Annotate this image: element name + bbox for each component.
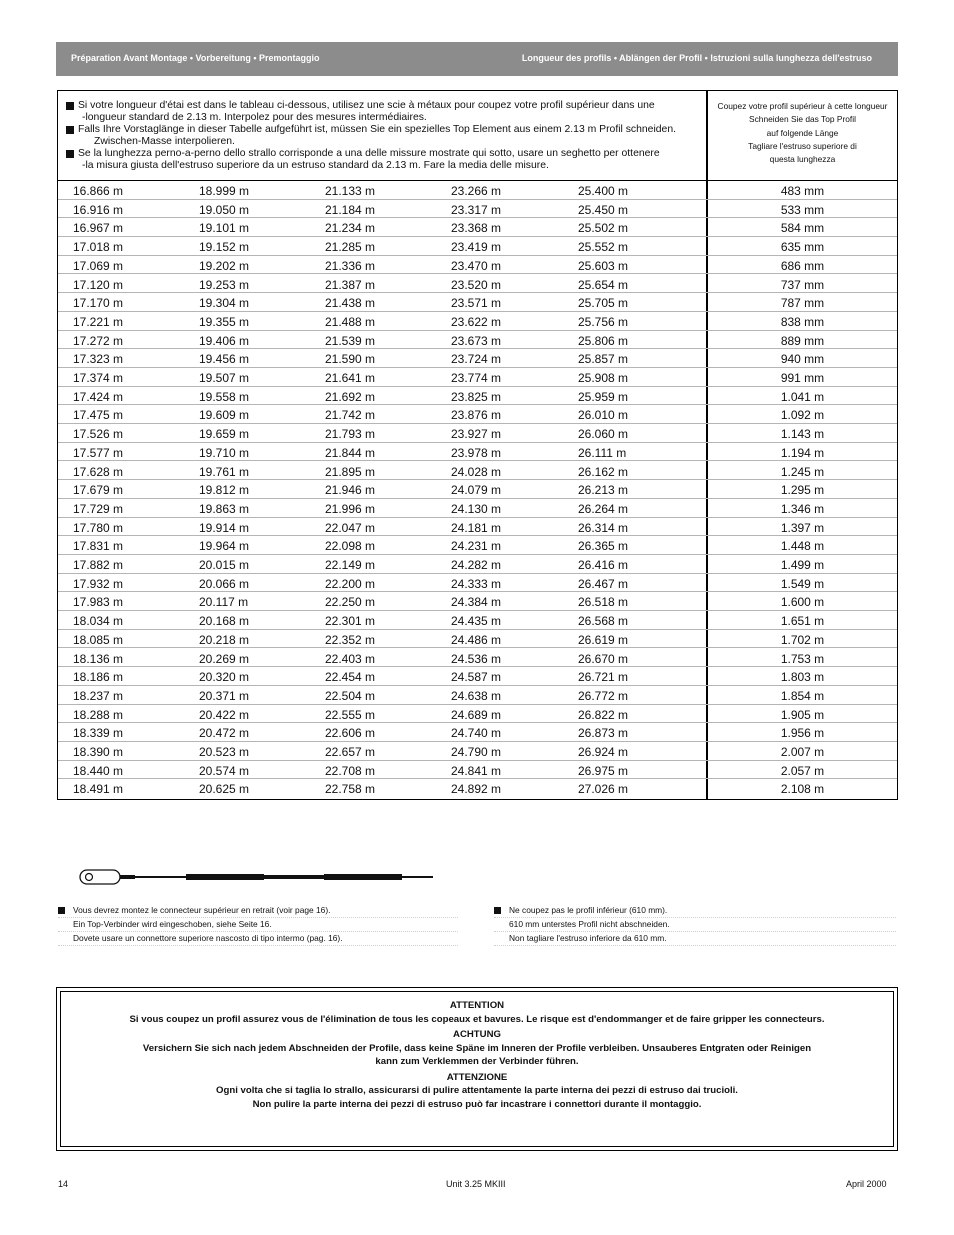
stay-length-cell: 26.619 m: [578, 632, 629, 647]
stay-length-cell: 23.927 m: [451, 427, 502, 442]
stay-length-cell: 23.724 m: [451, 352, 502, 367]
stay-length-cell: 22.606 m: [325, 726, 376, 741]
stay-length-cell: 24.587 m: [451, 670, 502, 685]
table-row: [58, 443, 897, 462]
stay-length-cell: 18.440 m: [73, 763, 124, 778]
cut-length-cell: 686 mm: [780, 258, 825, 273]
cut-length-cell: 737 mm: [780, 277, 825, 292]
stay-length-cell: 23.266 m: [451, 184, 502, 198]
cut-length-cell: 1.143 m: [780, 427, 825, 442]
stay-length-cell: 26.822 m: [578, 707, 629, 722]
stay-length-cell: 17.424 m: [73, 389, 124, 404]
stay-length-cell: 23.825 m: [451, 389, 502, 404]
attention-box-inner: [60, 991, 894, 1147]
table-row: [58, 256, 897, 275]
stay-length-cell: 17.526 m: [73, 427, 124, 442]
stay-length-cell: 19.101 m: [199, 221, 250, 236]
table-row: [58, 555, 897, 574]
cut-length-cell: 1.600 m: [780, 595, 825, 610]
stay-length-cell: 22.504 m: [325, 688, 376, 703]
stay-length-cell: 26.873 m: [578, 726, 629, 741]
cut-length-cell: 1.499 m: [780, 558, 825, 572]
stay-length-cell: 22.250 m: [325, 595, 376, 610]
stay-length-cell: 22.047 m: [325, 520, 376, 535]
table-row: [58, 649, 897, 668]
table-row: [58, 349, 897, 368]
table-row: [58, 536, 897, 555]
stay-length-cell: 21.488 m: [325, 314, 376, 329]
stay-length-cell: 22.200 m: [325, 576, 376, 591]
stay-length-cell: 22.149 m: [325, 558, 376, 572]
unit-label: Unit 3.25 MKIII: [446, 1179, 506, 1189]
stay-length-cell: 17.628 m: [73, 464, 124, 479]
stay-length-cell: 17.221 m: [73, 314, 124, 329]
cut-length-cell: 1.041 m: [780, 389, 825, 404]
stay-length-cell: 23.520 m: [451, 277, 502, 292]
table-row: [58, 518, 897, 537]
stay-length-cell: 16.916 m: [73, 202, 124, 217]
stay-length-cell: 18.999 m: [199, 184, 250, 198]
stay-length-cell: 17.120 m: [73, 277, 124, 292]
stay-length-cell: 22.454 m: [325, 670, 376, 685]
table-row: [58, 761, 897, 780]
table-row: [58, 218, 897, 237]
stay-length-cell: 24.689 m: [451, 707, 502, 722]
stay-length-cell: 19.964 m: [199, 539, 250, 554]
attention-text-de-1: Versichern Sie sich nach jedem Abschneiden der Profile, dass keine Späne im Inneren der Profile verbleiben. Unsauberes Entgraten oder Reinigen: [142, 1042, 812, 1054]
stay-length-cell: 21.590 m: [325, 352, 376, 367]
stay-length-cell: 24.028 m: [451, 464, 502, 479]
stay-length-cell: 26.518 m: [578, 595, 629, 610]
bullet-square-icon: [66, 102, 74, 110]
cut-length-cell: 1.448 m: [780, 539, 825, 554]
extrusion-gap: [264, 875, 324, 879]
stay-length-cell: 23.571 m: [451, 296, 502, 311]
cut-length-cell: 787 mm: [780, 296, 825, 311]
cut-length-cell: 1.651 m: [780, 614, 825, 629]
stay-length-cell: 19.304 m: [199, 296, 250, 311]
table-row: [58, 368, 897, 387]
table-row: [58, 611, 897, 630]
stay-length-cell: 25.603 m: [578, 258, 629, 273]
table-row: [58, 331, 897, 350]
note-bottom-extrusion: Ne coupez pas le profil inférieur (610 mm). 610 mm unterstes Profil nicht abschneiden. Non tagliare l'estruso inferiore da 610 mm.: [494, 904, 896, 946]
stay-length-cell: 17.374 m: [73, 371, 124, 385]
table-row: [58, 686, 897, 705]
table-row: [58, 705, 897, 724]
stay-length-cell: 17.018 m: [73, 240, 124, 255]
attention-text-it-2: Non pulire la parte interna dei pezzi di estruso può far incastrare i connettori durante il montaggio.: [252, 1098, 702, 1110]
stay-length-cell: 21.895 m: [325, 464, 376, 479]
stay-length-cell: 20.574 m: [199, 763, 250, 778]
table-row: [58, 462, 897, 481]
extrusion-segment-1: [186, 874, 264, 880]
stay-length-cell: 23.419 m: [451, 240, 502, 255]
cut-length-cell: 991 mm: [780, 371, 825, 385]
stay-length-cell: 17.932 m: [73, 576, 124, 591]
stay-length-cell: 21.285 m: [325, 240, 376, 255]
stay-length-cell: 18.085 m: [73, 632, 124, 647]
stay-length-cell: 19.710 m: [199, 445, 250, 460]
instruction-de: Falls Ihre Vorstaglänge in dieser Tabelle aufgeführt ist, müssen Sie ein spezielles Top Element aus einem 2.13 m Profil schneiden. Zwischen-Masse interpolieren.: [64, 124, 704, 147]
stay-length-cell: 26.467 m: [578, 576, 629, 591]
stay-length-cell: 24.790 m: [451, 745, 502, 759]
stay-length-cell: 20.472 m: [199, 726, 250, 741]
stay-length-cell: 26.670 m: [578, 651, 629, 666]
stay-length-cell: 18.186 m: [73, 670, 124, 685]
stay-length-cell: 19.812 m: [199, 483, 250, 498]
stay-length-cell: 19.253 m: [199, 277, 250, 292]
cut-length-cell: 1.854 m: [780, 688, 825, 703]
table-row: [58, 667, 897, 686]
stay-length-cell: 22.758 m: [325, 782, 376, 797]
stay-length-cell: 20.015 m: [199, 558, 250, 572]
stay-length-cell: 21.133 m: [325, 184, 376, 198]
stay-length-cell: 17.831 m: [73, 539, 124, 554]
cut-length-header: Coupez votre profil supérieur à cette longueur Schneiden Sie das Top Profil auf folgende Länge Tagliare l'estruso superiore di questa lunghezza: [717, 101, 888, 165]
stay-length-cell: 26.213 m: [578, 483, 629, 498]
stay-length-cell: 19.761 m: [199, 464, 250, 479]
table-row: [58, 480, 897, 499]
stay-length-cell: 20.066 m: [199, 576, 250, 591]
stay-length-cell: 17.577 m: [73, 445, 124, 460]
stay-length-cell: 19.456 m: [199, 352, 250, 367]
stay-length-cell: 24.231 m: [451, 539, 502, 554]
stay-length-cell: 27.026 m: [578, 782, 629, 797]
stay-length-cell: 22.352 m: [325, 632, 376, 647]
cut-length-cell: 1.702 m: [780, 632, 825, 647]
stay-length-cell: 24.130 m: [451, 501, 502, 516]
stay-length-cell: 19.050 m: [199, 202, 250, 217]
stay-length-cell: 21.692 m: [325, 389, 376, 404]
attention-title-it: ATTENZIONE: [446, 1071, 508, 1083]
stay-length-cell: 17.983 m: [73, 595, 124, 610]
stay-length-cell: 24.638 m: [451, 688, 502, 703]
stay-length-cell: 26.416 m: [578, 558, 629, 572]
stay-length-cell: 20.218 m: [199, 632, 250, 647]
stay-length-cell: 23.622 m: [451, 314, 502, 329]
stay-length-cell: 16.866 m: [73, 184, 124, 198]
bullet-square-icon: [494, 907, 501, 914]
stay-length-cell: 18.339 m: [73, 726, 124, 741]
stay-length-cell: 16.967 m: [73, 221, 124, 236]
stay-length-cell: 18.237 m: [73, 688, 124, 703]
stay-length-cell: 23.470 m: [451, 258, 502, 273]
cut-length-cell: 2.007 m: [780, 745, 825, 759]
stay-length-cell: 26.975 m: [578, 763, 629, 778]
stay-length-cell: 23.774 m: [451, 371, 502, 385]
stay-length-cell: 24.892 m: [451, 782, 502, 797]
table-row: [58, 293, 897, 312]
stay-length-cell: 24.333 m: [451, 576, 502, 591]
stay-length-cell: 19.507 m: [199, 371, 250, 385]
cut-length-cell: 1.092 m: [780, 408, 825, 423]
stay-length-cell: 21.387 m: [325, 277, 376, 292]
cut-length-cell: 1.245 m: [780, 464, 825, 479]
page-header-bar: [56, 42, 898, 76]
stay-length-cell: 26.010 m: [578, 408, 629, 423]
table-row: [58, 779, 897, 798]
stay-length-cell: 24.486 m: [451, 632, 502, 647]
cut-length-cell: 1.549 m: [780, 576, 825, 591]
stay-length-cell: 21.844 m: [325, 445, 376, 460]
stay-length-cell: 26.314 m: [578, 520, 629, 535]
instruction-it: Se la lunghezza perno-a-perno dello strallo corrisponde a una delle missure mostrate qui sotto, usare un seghetto per ottenere -la misura giusta dell'estruso superiore da un estruso standard da 2.13 m. Fare la media delle misure.: [64, 148, 704, 171]
table-row: [58, 723, 897, 742]
stay-length-cell: 25.450 m: [578, 202, 629, 217]
stay-length-cell: 22.098 m: [325, 539, 376, 554]
table-row: [58, 181, 897, 200]
stay-length-cell: 21.336 m: [325, 258, 376, 273]
stay-length-cell: 21.742 m: [325, 408, 376, 423]
stay-length-cell: 19.406 m: [199, 333, 250, 348]
attention-text-it-1: Ogni volta che si taglia lo strallo, assicurarsi di pulire attentamente la parte interna dei pezzi di estruso dai trucioli.: [216, 1085, 738, 1096]
stay-length-cell: 22.657 m: [325, 745, 376, 759]
stay-length-cell: 22.301 m: [325, 614, 376, 629]
stay-length-cell: 22.403 m: [325, 651, 376, 666]
attention-box: [56, 987, 898, 1151]
stay-length-cell: 25.959 m: [578, 389, 629, 404]
stay-length-cell: 23.673 m: [451, 333, 502, 348]
stay-length-cell: 26.111 m: [578, 445, 627, 460]
attention-text-fr: Si vous coupez un profil assurez vous de l'élimination de tous les copeaux et bavures. Le risque est d'endommanger et de faire gripper les connecteurs.: [129, 1013, 825, 1025]
stay-length-cell: 26.365 m: [578, 539, 629, 554]
cut-length-cell: 1.803 m: [780, 670, 825, 685]
extrusion-segment-2: [324, 874, 402, 880]
stay-length-cell: 20.269 m: [199, 651, 250, 666]
stay-length-cell: 19.659 m: [199, 427, 250, 442]
bullet-square-icon: [58, 907, 65, 914]
stay-length-cell: 17.323 m: [73, 352, 124, 367]
forestay-diagram: [78, 866, 433, 888]
stay-length-cell: 20.117 m: [199, 595, 249, 610]
table-row: [58, 592, 897, 611]
stay-length-cell: 23.317 m: [451, 202, 502, 217]
stay-length-cell: 17.170 m: [73, 296, 124, 311]
bullet-square-icon: [66, 126, 74, 134]
stay-length-cell: 21.184 m: [325, 202, 376, 217]
stay-length-cell: 20.523 m: [199, 745, 250, 759]
header-right-title: Longueur des profils • Ablängen der Profil • Istruzioni sulla lunghezza dell'estruso: [521, 53, 872, 63]
cut-length-cell: 940 mm: [780, 352, 825, 367]
cut-length-cell: 1.905 m: [780, 707, 825, 722]
note-top-connector: Vous devrez montez le connecteur supérieur en retrait (voir page 16). Ein Top-Verbinder wird eingeschoben, siehe Seite 16. Dovete usare un connettore superiore nascosto di tipo intermo (pag. 16).: [58, 904, 458, 946]
stay-length-cell: 22.555 m: [325, 707, 376, 722]
date-label: April 2000: [846, 1179, 887, 1189]
cut-length-cell: 635 mm: [780, 240, 825, 255]
stay-length-cell: 23.876 m: [451, 408, 502, 423]
stay-length-cell: 20.371 m: [199, 688, 250, 703]
stay-length-cell: 25.552 m: [578, 240, 629, 255]
stay-length-cell: 21.946 m: [325, 483, 376, 498]
stay-length-cell: 21.793 m: [325, 427, 376, 442]
stay-length-cell: 19.609 m: [199, 408, 250, 423]
stay-length-cell: 17.882 m: [73, 558, 124, 572]
cut-length-cell: 1.956 m: [780, 726, 825, 741]
stay-length-cell: 26.721 m: [578, 670, 629, 685]
stay-length-cell: 21.234 m: [325, 221, 376, 236]
table-row: [58, 574, 897, 593]
stay-length-cell: 26.264 m: [578, 501, 629, 516]
stay-length-cell: 21.641 m: [325, 371, 376, 385]
stay-length-cell: 26.772 m: [578, 688, 629, 703]
cut-length-cell: 2.108 m: [780, 782, 825, 797]
bullet-square-icon: [66, 150, 74, 158]
table-row: [58, 499, 897, 518]
table-row: [58, 405, 897, 424]
header-left-title: Préparation Avant Montage • Vorbereitung • Premontaggio: [71, 53, 320, 63]
stay-length-cell: 24.282 m: [451, 558, 502, 572]
cut-length-cell: 889 mm: [780, 333, 825, 348]
cut-length-cell: 533 mm: [780, 202, 825, 217]
stay-length-cell: 24.536 m: [451, 651, 502, 666]
cut-length-cell: 1.194 m: [780, 445, 825, 460]
stay-length-cell: 25.400 m: [578, 184, 629, 198]
stay-length-cell: 19.558 m: [199, 389, 250, 404]
stay-length-cell: 24.181 m: [451, 520, 502, 535]
stay-length-cell: 21.438 m: [325, 296, 376, 311]
stud-shape: [120, 875, 135, 879]
cut-length-cell: 838 mm: [780, 314, 825, 329]
cut-length-cell: 2.057 m: [780, 763, 825, 778]
stay-length-cell: 21.539 m: [325, 333, 376, 348]
cut-length-cell: 1.397 m: [780, 520, 825, 535]
table-row: [58, 200, 897, 219]
stay-length-cell: 21.996 m: [325, 501, 376, 516]
stay-length-cell: 24.079 m: [451, 483, 502, 498]
attention-title-fr: ATTENTION: [449, 1000, 505, 1011]
stay-length-cell: 26.924 m: [578, 745, 629, 759]
stay-length-cell: 18.136 m: [73, 651, 124, 666]
table-row: [58, 312, 897, 331]
stay-length-cell: 19.914 m: [199, 520, 250, 535]
cut-length-cell: 1.753 m: [780, 651, 825, 666]
instructions: [64, 100, 704, 173]
table-row: [58, 387, 897, 406]
stay-length-cell: 17.729 m: [73, 501, 124, 516]
stay-length-cell: 25.857 m: [578, 352, 629, 367]
stay-length-cell: 24.435 m: [451, 614, 502, 629]
stay-length-cell: 17.780 m: [73, 520, 124, 535]
stay-length-cell: 26.060 m: [578, 427, 629, 442]
page-number: 14: [58, 1179, 69, 1189]
stay-length-cell: 25.705 m: [578, 296, 629, 311]
eye-hole-shape: [86, 874, 93, 881]
stay-length-cell: 25.806 m: [578, 333, 629, 348]
stay-length-cell: 20.625 m: [199, 782, 250, 797]
table-row: [58, 237, 897, 256]
stay-length-cell: 17.069 m: [73, 258, 124, 273]
table-row: [58, 742, 897, 761]
stay-length-cell: 24.384 m: [451, 595, 502, 610]
attention-title-de: ACHTUNG: [453, 1029, 501, 1040]
table-row: [58, 630, 897, 649]
stay-length-cell: 18.491 m: [73, 782, 124, 797]
cut-length-cell: 483 mm: [780, 184, 825, 198]
length-table: [57, 90, 898, 800]
stay-length-cell: 25.908 m: [578, 371, 629, 385]
stay-length-cell: 26.162 m: [578, 464, 629, 479]
stay-length-cell: 17.272 m: [73, 333, 124, 348]
stay-length-cell: 22.708 m: [325, 763, 376, 778]
table-row: [58, 424, 897, 443]
cut-length-cell: 1.295 m: [780, 483, 825, 498]
attention-text-de-2: kann zum Verklemmen der Verbinder führen.: [375, 1056, 579, 1067]
stay-length-cell: 18.034 m: [73, 614, 124, 629]
stay-length-cell: 19.863 m: [199, 501, 250, 516]
stay-length-cell: 24.841 m: [451, 763, 502, 778]
stay-length-cell: 26.568 m: [578, 614, 629, 629]
stay-length-cell: 24.740 m: [451, 726, 502, 741]
stay-length-cell: 25.654 m: [578, 277, 629, 292]
stay-length-cell: 23.978 m: [451, 445, 502, 460]
stay-length-cell: 25.502 m: [578, 221, 629, 236]
stay-length-cell: 23.368 m: [451, 221, 502, 236]
cut-length-cell: 584 mm: [780, 221, 825, 236]
stay-length-cell: 19.202 m: [199, 258, 250, 273]
instruction-fr: Si votre longueur d'étai est dans le tableau ci-dessous, utilisez une scie à métaux pour coupez votre profil supérieur dans une -longueur standard de 2.13 m. Interpolez pour des mesures intermédiaires.: [64, 100, 704, 123]
stay-length-cell: 25.756 m: [578, 314, 629, 329]
stay-length-cell: 20.422 m: [199, 707, 250, 722]
stay-length-cell: 20.320 m: [199, 670, 250, 685]
cut-length-cell: 1.346 m: [780, 501, 825, 516]
table-row: [58, 275, 897, 294]
stay-length-cell: 20.168 m: [199, 614, 250, 629]
stay-length-cell: 18.288 m: [73, 707, 124, 722]
stay-length-cell: 18.390 m: [73, 745, 124, 759]
stay-length-cell: 19.152 m: [199, 240, 250, 255]
stay-length-cell: 19.355 m: [199, 314, 250, 329]
stay-length-cell: 17.679 m: [73, 483, 124, 498]
stay-length-cell: 17.475 m: [73, 408, 124, 423]
